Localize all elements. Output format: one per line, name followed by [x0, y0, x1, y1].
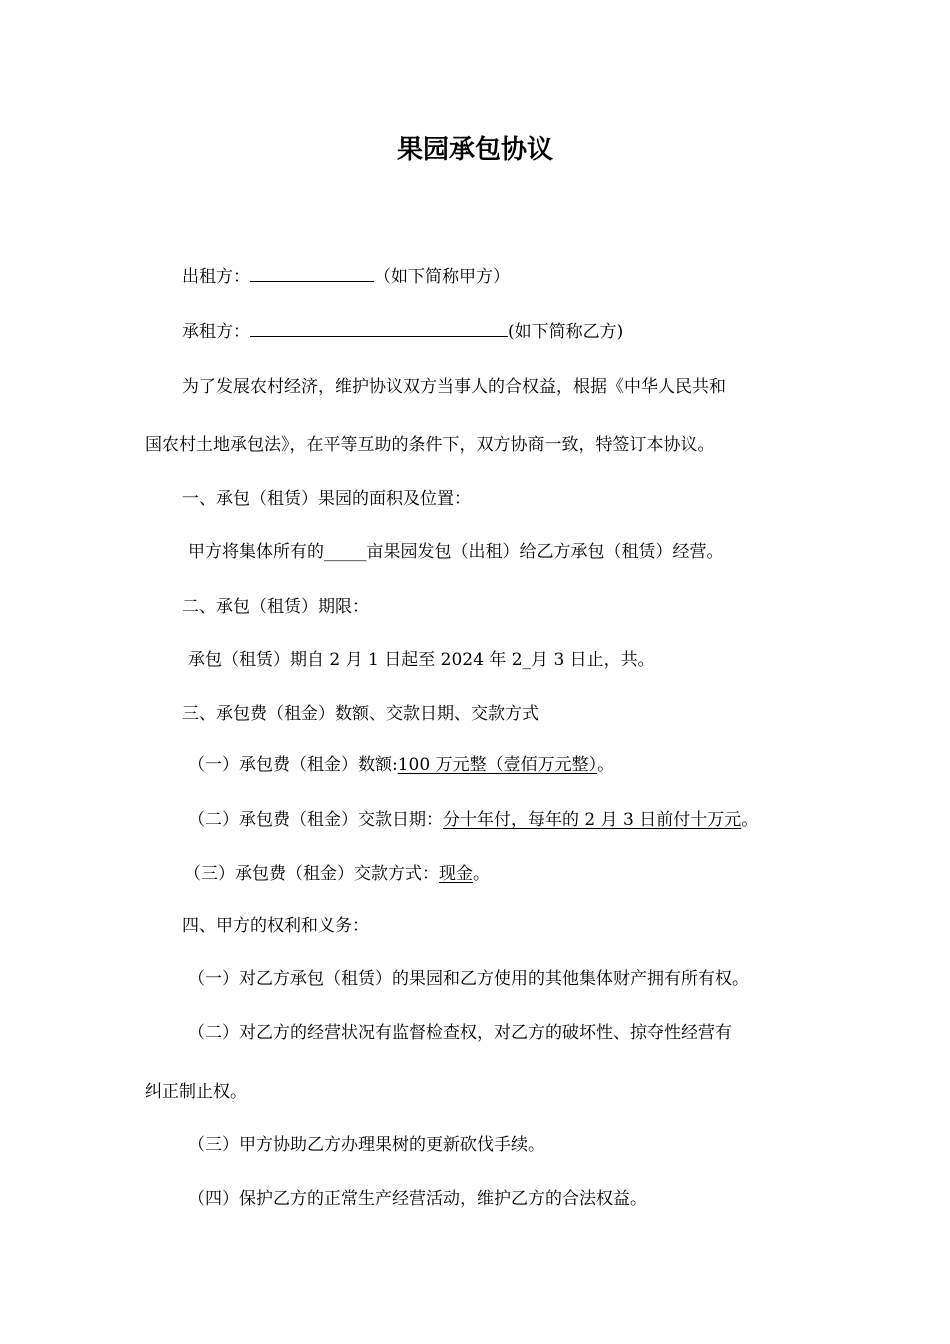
section-3-item-2 [188, 808, 758, 832]
party-a-suffix: （如下简称甲方） [374, 267, 510, 287]
preamble-line-2: 国农村土地承包法》，在平等互助的条件下，双方协商一致，特签订本协议。 [145, 435, 715, 455]
section-1-text-before: 甲方将集体所有的 [188, 542, 324, 562]
party-b-blank[interactable] [250, 320, 508, 337]
payment-method-value: 现金 [439, 864, 473, 884]
section-4-item-2-line-2: 纠正制止权。 [145, 1082, 247, 1102]
section-3-heading: 三、承包费（租金）数额、交款日期、交款方式 [182, 704, 539, 724]
document-title: 果园承包协议 [396, 135, 553, 165]
section-4-item-4: （四）保护乙方的正常生产经营活动，维护乙方的合法权益。 [188, 1189, 647, 1209]
section-4-heading: 四、甲方的权利和义务： [182, 916, 369, 936]
rent-amount-value: 100 万元整（壹佰万元整） [397, 755, 598, 775]
section-1-heading: 一、承包（租赁）果园的面积及位置： [182, 489, 471, 509]
section-3-item-3-label: （三）承包费（租金）交款方式： [184, 864, 439, 884]
section-3-item-3 [184, 862, 490, 886]
section-2-text: 承包（租赁）期自 2 月 1 日起至 2024 年 2_月 3 日止，共。 [188, 650, 655, 670]
section-1-text-after: 亩果园发包（出租）给乙方承包（租赁）经营。 [366, 542, 724, 562]
party-b-line [182, 320, 623, 344]
section-4-item-2-line-1: （二）对乙方的经营状况有监督检查权，对乙方的破坏性、掠夺性经营有 [188, 1023, 732, 1043]
section-3-item-1-end: 。 [597, 755, 615, 775]
section-3-item-1 [188, 753, 614, 777]
section-3-item-2-label: （二）承包费（租金）交款日期： [188, 810, 443, 830]
section-1-text [188, 540, 724, 564]
party-a-line [182, 265, 510, 289]
section-3-item-1-label: （一）承包费（租金）数额: [188, 755, 398, 775]
section-3-item-2-end: 。 [741, 810, 759, 830]
preamble-line-1: 为了发展农村经济，维护协议双方当事人的合权益，根据《中华人民共和 [182, 377, 726, 397]
section-3-item-3-end: 。 [473, 864, 490, 884]
party-a-blank[interactable] [250, 265, 374, 282]
section-2-heading: 二、承包（租赁）期限： [182, 597, 369, 617]
party-b-label: 承租方： [182, 322, 250, 342]
section-4-item-1: （一）对乙方承包（租赁）的果园和乙方使用的其他集体财产拥有所有权。 [188, 969, 749, 989]
party-b-suffix: (如下简称乙方) [508, 322, 624, 342]
payment-date-value: 分十年付，每年的 2 月 3 日前付十万元 [443, 810, 742, 830]
section-4-item-3: （三）甲方协助乙方办理果树的更新砍伐手续。 [188, 1135, 545, 1155]
area-blank[interactable]: _____ [324, 542, 367, 562]
party-a-label: 出租方： [182, 267, 250, 287]
